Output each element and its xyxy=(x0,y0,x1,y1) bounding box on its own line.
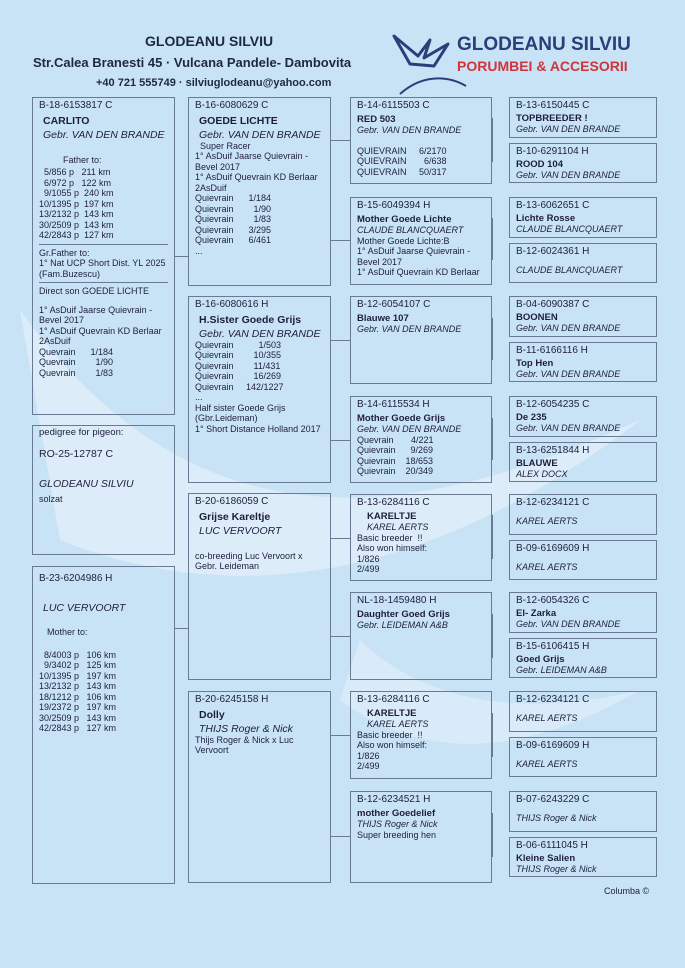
gen3-card-6 xyxy=(350,592,492,680)
gen2-notes: co-breeding Luc Vervoort x Gebr. Leideman xyxy=(195,550,303,571)
gen3-card-5 xyxy=(350,494,492,581)
gen4-name: De 235 xyxy=(516,411,547,423)
gen2-ring: B-20-6186059 C xyxy=(195,496,269,507)
gen4-breeder: KAREL AERTS xyxy=(516,561,578,572)
gen2-name: Dolly xyxy=(199,708,225,721)
header-address: Str.Calea Branesti 45 · Vulcana Pandele- Dambovita xyxy=(33,55,352,70)
gen4-card-14 xyxy=(509,737,657,777)
gen2-breeder: Gebr. VAN DEN BRANDE xyxy=(199,328,321,340)
gen4-breeder: KAREL AERTS xyxy=(516,758,578,769)
gen4-ring: B-06-6111045 H xyxy=(516,840,588,851)
pedigree-for-card xyxy=(32,425,175,555)
gen3-ring: B-13-6284116 C xyxy=(357,497,430,508)
logo-subtitle: PORUMBEI & ACCESORII xyxy=(457,58,628,74)
connector-line xyxy=(175,256,188,257)
gen3-notes: Quevrain 4/221 Quievrain 9/269 Quievrain 18/653 Quievrain 20/349 xyxy=(357,434,434,476)
gen4-breeder: Gebr. VAN DEN BRANDE xyxy=(516,170,621,180)
connector-line xyxy=(331,735,350,736)
connector-line xyxy=(331,836,350,837)
pedigree-for-label: pedigree for pigeon: xyxy=(39,427,124,438)
gen4-breeder: THIJS Roger & Nick xyxy=(516,864,597,874)
gen4-name: Kleine Salien xyxy=(516,852,576,864)
connector-line xyxy=(492,218,493,260)
direct-son-note: Direct son GOEDE LICHTE xyxy=(39,286,150,296)
gen3-breeder: KAREL AERTS xyxy=(367,719,429,729)
gen2-breeder: THIJS Roger & Nick xyxy=(199,723,293,735)
dam-mother-label: Mother to: xyxy=(47,627,88,637)
gen3-breeder: Gebr. VAN DEN BRANDE xyxy=(357,424,462,434)
connector-line xyxy=(331,340,350,341)
gen3-ring: B-15-6049394 H xyxy=(357,200,431,211)
gen2-card-4 xyxy=(188,691,331,883)
gen4-breeder: KAREL AERTS xyxy=(516,515,578,526)
gen4-card-3 xyxy=(509,197,657,238)
gen4-card-15 xyxy=(509,791,657,832)
gen2-breeder: LUC VERVOORT xyxy=(199,525,282,537)
gen3-name: Blauwe 107 xyxy=(357,312,409,324)
gen3-name: KARELTJE xyxy=(367,510,417,522)
gen3-notes: Basic breeder !! Also won himself: 1/826 2/499 xyxy=(357,532,428,574)
gen4-ring: B-12-6054235 C xyxy=(516,399,590,410)
gen2-notes: Thijs Roger & Nick x Luc Vervoort xyxy=(195,734,294,755)
gen3-card-4 xyxy=(350,396,492,483)
gen4-card-5 xyxy=(509,296,657,337)
father-label: Father to: xyxy=(63,154,102,165)
pedigree-ring: RO-25-12787 C xyxy=(39,447,114,460)
logo-title: GLODEANU SILVIU xyxy=(457,34,631,55)
gen2-ring: B-16-6080629 C xyxy=(195,100,269,111)
gen3-breeder: KAREL AERTS xyxy=(367,522,429,532)
gen4-name: Top Hen xyxy=(516,357,554,369)
gen4-card-4 xyxy=(509,243,657,283)
connector-line xyxy=(492,418,493,460)
gen4-card-13 xyxy=(509,691,657,732)
gen2-card-3 xyxy=(188,493,331,680)
connector-line xyxy=(492,614,493,658)
connector-line xyxy=(175,628,188,629)
father-results: 5/856 p 211 km 6/972 p 122 km 9/1055 p 240 km 10/1395 p 197 km 13/2132 p 143 km 30/2509 p 143 km 42/2843 p 127 km xyxy=(39,167,114,240)
connector-line xyxy=(331,538,350,539)
gen4-ring: B-07-6243229 C xyxy=(516,794,590,805)
gen4-ring: B-15-6106415 H xyxy=(516,641,590,652)
gen4-ring: B-11-6166116 H xyxy=(516,345,588,356)
main-pigeon-card xyxy=(32,97,175,415)
gen4-breeder: Gebr. VAN DEN BRANDE xyxy=(516,124,621,134)
gen3-ring: B-12-6234521 H xyxy=(357,794,431,805)
gen4-card-16 xyxy=(509,837,657,877)
gen4-breeder: CLAUDE BLANCQUAERT xyxy=(516,264,623,275)
gen3-notes: Basic breeder !! Also won himself: 1/826 2/499 xyxy=(357,729,428,771)
gen2-card-2 xyxy=(188,296,331,483)
gen4-ring: B-12-6234121 C xyxy=(516,497,590,508)
gen3-name: KARELTJE xyxy=(367,707,417,719)
gen4-name: Lichte Rosse xyxy=(516,212,576,224)
header-name: GLODEANU SILVIU xyxy=(145,33,274,49)
gen2-notes: Quievrain 1/503 Quievrain 10/355 Quievrain 11/431 Quievrain 16/269 Quievrain 142/1227 ... Half sister Goede Grijs (Gbr.Leideman) 1° Short Distance Holland 2017 xyxy=(195,339,321,434)
gen4-breeder: Gebr. LEIDEMAN A&B xyxy=(516,665,607,675)
dam-breeder: LUC VERVOORT xyxy=(43,601,126,614)
gen3-ring: NL-18-1459480 H xyxy=(357,595,437,606)
gen3-ring: B-14-6115503 C xyxy=(357,100,430,111)
gen4-card-7 xyxy=(509,396,657,437)
gen4-card-8 xyxy=(509,442,657,482)
gen4-name: Goed Grijs xyxy=(516,653,565,665)
pedigree-color: solzat xyxy=(39,493,63,504)
gen4-card-9 xyxy=(509,494,657,535)
gen3-breeder: Gebr. VAN DEN BRANDE xyxy=(357,125,462,135)
gen3-name: Mother Goede Grijs xyxy=(357,412,446,424)
gen4-card-12 xyxy=(509,638,657,678)
gen3-name: Daughter Goed Grijs xyxy=(357,608,450,620)
gen4-breeder: Gebr. VAN DEN BRANDE xyxy=(516,369,621,379)
gen3-notes: Super breeding hen xyxy=(357,829,437,840)
gen4-ring: B-12-6054326 C xyxy=(516,595,590,606)
gen2-ring: B-16-6080616 H xyxy=(195,299,269,310)
gen4-breeder: Gebr. VAN DEN BRANDE xyxy=(516,423,621,433)
gen4-card-2 xyxy=(509,143,657,183)
connector-line xyxy=(331,240,350,241)
header-contact: +40 721 555749 · silviuglodeanu@yahoo.com xyxy=(96,77,332,89)
gen4-ring: B-09-6169609 H xyxy=(516,740,590,751)
gen4-card-6 xyxy=(509,342,657,382)
gen3-breeder: Gebr. LEIDEMAN A&B xyxy=(357,620,448,630)
gen3-card-1 xyxy=(350,97,492,184)
connector-line xyxy=(331,140,350,141)
gen4-ring: B-13-6062651 C xyxy=(516,200,590,211)
main-name: CARLITO xyxy=(43,114,90,127)
main-breeder: Gebr. VAN DEN BRANDE xyxy=(43,129,165,141)
connector-line xyxy=(492,713,493,757)
gen2-breeder: Gebr. VAN DEN BRANDE xyxy=(199,129,321,141)
gen3-breeder: CLAUDE BLANCQUAERT xyxy=(357,225,464,235)
pedigree-owner: GLODEANU SILVIU xyxy=(39,478,134,490)
gen4-breeder: Gebr. VAN DEN BRANDE xyxy=(516,323,621,333)
gen3-name: RED 503 xyxy=(357,113,396,125)
dam-card xyxy=(32,566,175,884)
connector-line xyxy=(331,440,350,441)
gen3-ring: B-14-6115534 H xyxy=(357,399,430,410)
gen4-ring: B-04-6090387 C xyxy=(516,299,590,310)
gen4-name: ROOD 104 xyxy=(516,158,563,170)
gen3-notes: QUIEVRAIN 6/2170 QUIEVRAIN 6/638 QUIEVRAIN 50/317 xyxy=(357,145,447,177)
gen4-breeder: KAREL AERTS xyxy=(516,712,578,723)
gen2-name: Grijse Kareltje xyxy=(199,510,271,523)
gen3-name: mother Goedelief xyxy=(357,807,436,819)
gen4-card-10 xyxy=(509,540,657,580)
connector-line xyxy=(492,813,493,857)
main-notes: 1° AsDuif Jaarse Quievrain - Bevel 2017 1° AsDuif Quevrain KD Berlaar 2AsDuif Quevrain 1/184 Quevrain 1/90 Quevrain 1/83 xyxy=(39,304,162,378)
connector-line xyxy=(492,318,493,360)
gen4-name: BLAUWE xyxy=(516,457,558,469)
gen2-notes: Super Racer 1° AsDuif Jaarse Quievrain - Bevel 2017 1° AsDuif Quevrain KD Berlaar 2AsDuif Quievrain 1/184 Quievrain 1/90 Quievrain 1/83 Quievrain 3/295 Quievrain 6/461 ... xyxy=(195,140,318,256)
gen4-name: BOONEN xyxy=(516,311,558,323)
gen2-card-1 xyxy=(188,97,331,286)
connector-line xyxy=(492,118,493,162)
dam-ring: B-23-6204986 H xyxy=(39,573,113,584)
gen4-breeder: Gebr. VAN DEN BRANDE xyxy=(516,619,621,629)
gen3-card-7 xyxy=(350,691,492,779)
gen2-ring: B-20-6245158 H xyxy=(195,694,269,705)
footer-credit: Columba © xyxy=(604,886,650,896)
connector-line xyxy=(331,636,350,637)
gen3-ring: B-13-6284116 C xyxy=(357,694,430,705)
gen2-name: GOEDE LICHTE xyxy=(199,114,278,127)
gen4-breeder: CLAUDE BLANCQUAERT xyxy=(516,224,623,234)
gen3-name: Mother Goede Lichte xyxy=(357,213,452,225)
gen4-ring: B-12-6024361 H xyxy=(516,246,590,257)
gen2-name: H.Sister Goede Grijs xyxy=(199,313,302,326)
gen4-breeder: THIJS Roger & Nick xyxy=(516,812,597,823)
gen4-ring: B-09-6169609 H xyxy=(516,543,590,554)
gen3-card-3 xyxy=(350,296,492,384)
gen3-breeder: Gebr. VAN DEN BRANDE xyxy=(357,324,462,334)
gen4-name: El- Zarka xyxy=(516,607,557,619)
gen4-card-11 xyxy=(509,592,657,633)
gen4-ring: B-13-6251844 H xyxy=(516,445,590,456)
gen4-name: TOPBREEDER ! xyxy=(516,112,588,124)
gen4-ring: B-12-6234121 C xyxy=(516,694,590,705)
gen4-card-1 xyxy=(509,97,657,138)
gen3-card-2 xyxy=(350,197,492,285)
main-ring: B-18-6153817 C xyxy=(39,100,113,111)
gen4-ring: B-10-6291104 H xyxy=(516,146,589,157)
gen4-breeder: ALEX DOCX xyxy=(516,469,568,479)
connector-line xyxy=(492,515,493,559)
gen3-notes: Mother Goede Lichte:B 1° AsDuif Jaarse Quievrain - Bevel 2017 1° AsDuif Quevrain KD Berlaar xyxy=(357,235,480,277)
gen3-ring: B-12-6054107 C xyxy=(357,299,431,310)
dam-results: 8/4003 p 106 km 9/3402 p 125 km 10/1395 p 197 km 13/2132 p 143 km 18/1212 p 106 km 19/2372 p 197 km 30/2509 p 143 km 42/2843 p 127 km xyxy=(39,649,117,733)
gen3-breeder: THIJS Roger & Nick xyxy=(357,819,438,829)
gen3-card-8 xyxy=(350,791,492,883)
gen4-ring: B-13-6150445 C xyxy=(516,100,590,111)
grandfather-note: Gr.Father to: 1° Nat UCP Short Dist. YL 2025 (Fam.Buzescu) xyxy=(39,247,166,279)
